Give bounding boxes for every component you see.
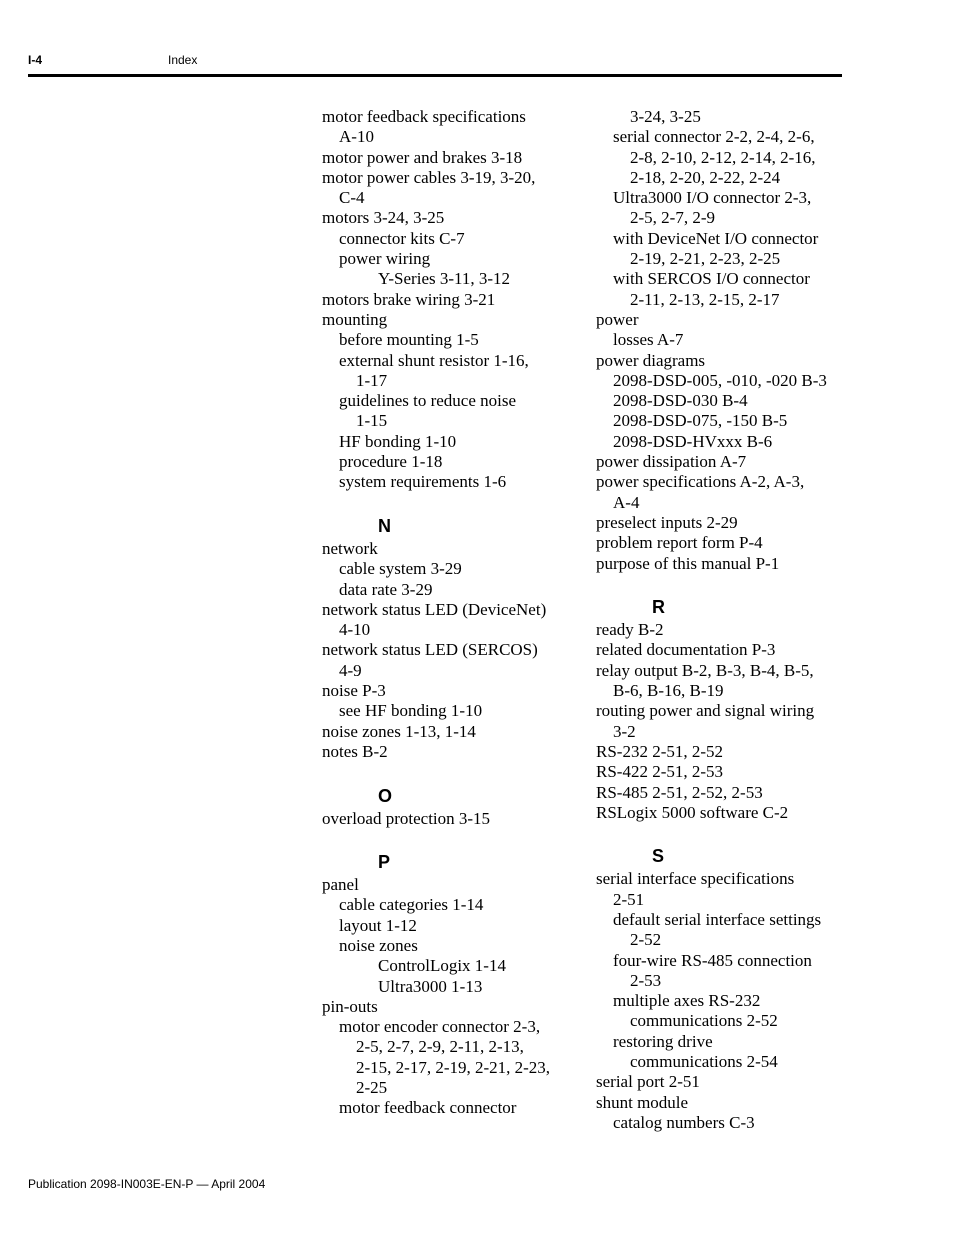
index-subentry: 2-8, 2-10, 2-12, 2-14, 2-16, [630,147,816,167]
index-entry: power specifications A-2, A-3, [596,472,805,492]
index-entry: RS-232 2-51, 2-52 [596,741,724,761]
index-subentry: HF bonding 1-10 [339,431,457,451]
index-entry: RS-422 2-51, 2-53 [596,762,724,782]
index-subentry: 2-5, 2-7, 2-9, 2-11, 2-13, [356,1037,524,1057]
page-number: I-4 [28,53,43,67]
index-entry: network [322,538,378,558]
index-subentry: 2-18, 2-20, 2-22, 2-24 [630,167,781,187]
index-subentry: power wiring [339,249,431,269]
index-entry: network status LED (DeviceNet) [322,599,547,619]
index-subentry: layout 1-12 [339,915,417,935]
index-entry: problem report form P-4 [596,533,763,553]
publication-footer: Publication 2098-IN003E-EN-P — April 2004 [28,1177,266,1191]
index-subentry: procedure 1-18 [339,452,443,472]
index-entry: RSLogix 5000 software C-2 [596,802,789,822]
section-spacer [596,823,846,843]
index-subentry: Y-Series 3-11, 3-12 [378,269,511,289]
index-subentry: A-10 [339,127,374,147]
index-entry: panel [322,875,359,895]
index-entry: relay output B-2, B-3, B-4, B-5, [596,660,814,680]
index-subentry: 4-10 [339,620,371,640]
index-subentry: before mounting 1-5 [339,330,479,350]
index-subentry: 4-9 [339,660,362,680]
index-subentry: 2-52 [630,930,662,950]
index-entry: power [596,309,639,329]
section-title: Index [168,53,198,67]
index-subentry: data rate 3-29 [339,579,433,599]
index-entry: notes B-2 [322,741,388,761]
index-subentry: 2-53 [630,970,662,990]
index-entry: motor power cables 3-19, 3-20, [322,167,536,187]
index-entry: mounting [322,309,388,329]
index-entry: motor feedback specifications [322,107,526,126]
index-subentry: catalog numbers C-3 [613,1112,755,1132]
index-letter-heading: O [378,785,393,806]
index-subentry: B-6, B-16, B-19 [613,681,724,701]
index-subentry: see HF bonding 1-10 [339,701,483,721]
index-subentry: cable system 3-29 [339,559,462,579]
index-entry: routing power and signal wiring [596,701,815,721]
index-subentry: system requirements 1-6 [339,472,507,492]
index-letter-heading: N [378,515,391,536]
index-subentry: communications 2-52 [630,1011,778,1031]
section-spacer [322,493,572,513]
index-subentry: motor encoder connector 2-3, [339,1017,541,1037]
index-entry: ready B-2 [596,620,664,640]
index-subentry: 2098-DSD-075, -150 B-5 [613,411,788,431]
index-entry: network status LED (SERCOS) [322,640,538,660]
index-letter-heading: S [652,846,665,867]
index-entry: motors 3-24, 3-25 [322,208,445,228]
index-subentry: 2-51 [613,889,645,909]
index-subentry: 2098-DSD-005, -010, -020 B-3 [613,370,827,390]
index-subentry: external shunt resistor 1-16, [339,350,529,370]
index-letter-heading: P [378,852,391,873]
index-entry: motors brake wiring 3-21 [322,289,496,309]
index-subentry: 1-15 [356,411,388,431]
section-spacer [322,762,572,782]
index-entry: pin-outs [322,996,378,1016]
index-subentry: 2-25 [356,1078,388,1098]
index-entry: overload protection 3-15 [322,808,491,828]
index-entry: motor power and brakes 3-18 [322,147,523,167]
index-subentry: with SERCOS I/O connector [613,269,810,289]
index-subentry: default serial interface settings [613,909,822,929]
index-entry: serial interface specifications [596,869,795,889]
index-entry: purpose of this manual P-1 [596,553,780,573]
index-subentry: A-4 [613,492,640,512]
header-rule [28,74,842,77]
index-subentry: 1-17 [356,370,388,390]
section-spacer [322,829,572,849]
index-entry: noise zones 1-13, 1-14 [322,721,476,741]
section-spacer [596,574,846,594]
index-entry: power dissipation A-7 [596,452,747,472]
index-subentry: 2098-DSD-HVxxx B-6 [613,431,773,451]
index-entry: related documentation P-3 [596,640,776,660]
index-subentry: losses A-7 [613,330,684,350]
index-entry: preselect inputs 2-29 [596,512,738,532]
index-entry: power diagrams [596,350,706,370]
index-subentry: Ultra3000 1-13 [378,976,483,996]
index-subentry: 3-24, 3-25 [630,107,701,126]
index-subentry: 2-5, 2-7, 2-9 [630,208,715,228]
index-subentry: four-wire RS-485 connection [613,950,812,970]
index-subentry: 2-11, 2-13, 2-15, 2-17 [630,289,780,309]
index-subentry: serial connector 2-2, 2-4, 2-6, [613,127,815,147]
index-subentry: C-4 [339,188,365,208]
index-subentry: 2-19, 2-21, 2-23, 2-25 [630,249,781,269]
index-subentry: noise zones [339,935,418,955]
index-entry: RS-485 2-51, 2-52, 2-53 [596,782,763,802]
index-subentry: ControlLogix 1-14 [378,956,506,976]
index-subentry: connector kits C-7 [339,228,465,248]
index-subentry: communications 2-54 [630,1052,778,1072]
index-letter-heading: R [652,597,665,618]
index-entry: shunt module [596,1092,689,1112]
index-subentry: 3-2 [613,721,636,741]
index-column-left [322,107,572,1119]
index-subentry: multiple axes RS-232 [613,991,761,1011]
index-subentry: with DeviceNet I/O connector [613,228,819,248]
index-subentry: restoring drive [613,1031,713,1051]
index-column-right [596,107,846,1133]
index-subentry: Ultra3000 I/O connector 2-3, [613,188,812,208]
index-subentry: guidelines to reduce noise [339,391,517,411]
index-subentry: 2098-DSD-030 B-4 [613,391,748,411]
index-subentry: cable categories 1-14 [339,895,484,915]
index-entry: noise P-3 [322,681,386,701]
index-entry: serial port 2-51 [596,1072,700,1092]
index-subentry: motor feedback connector [339,1098,517,1118]
index-subentry: 2-15, 2-17, 2-19, 2-21, 2-23, [356,1057,551,1077]
